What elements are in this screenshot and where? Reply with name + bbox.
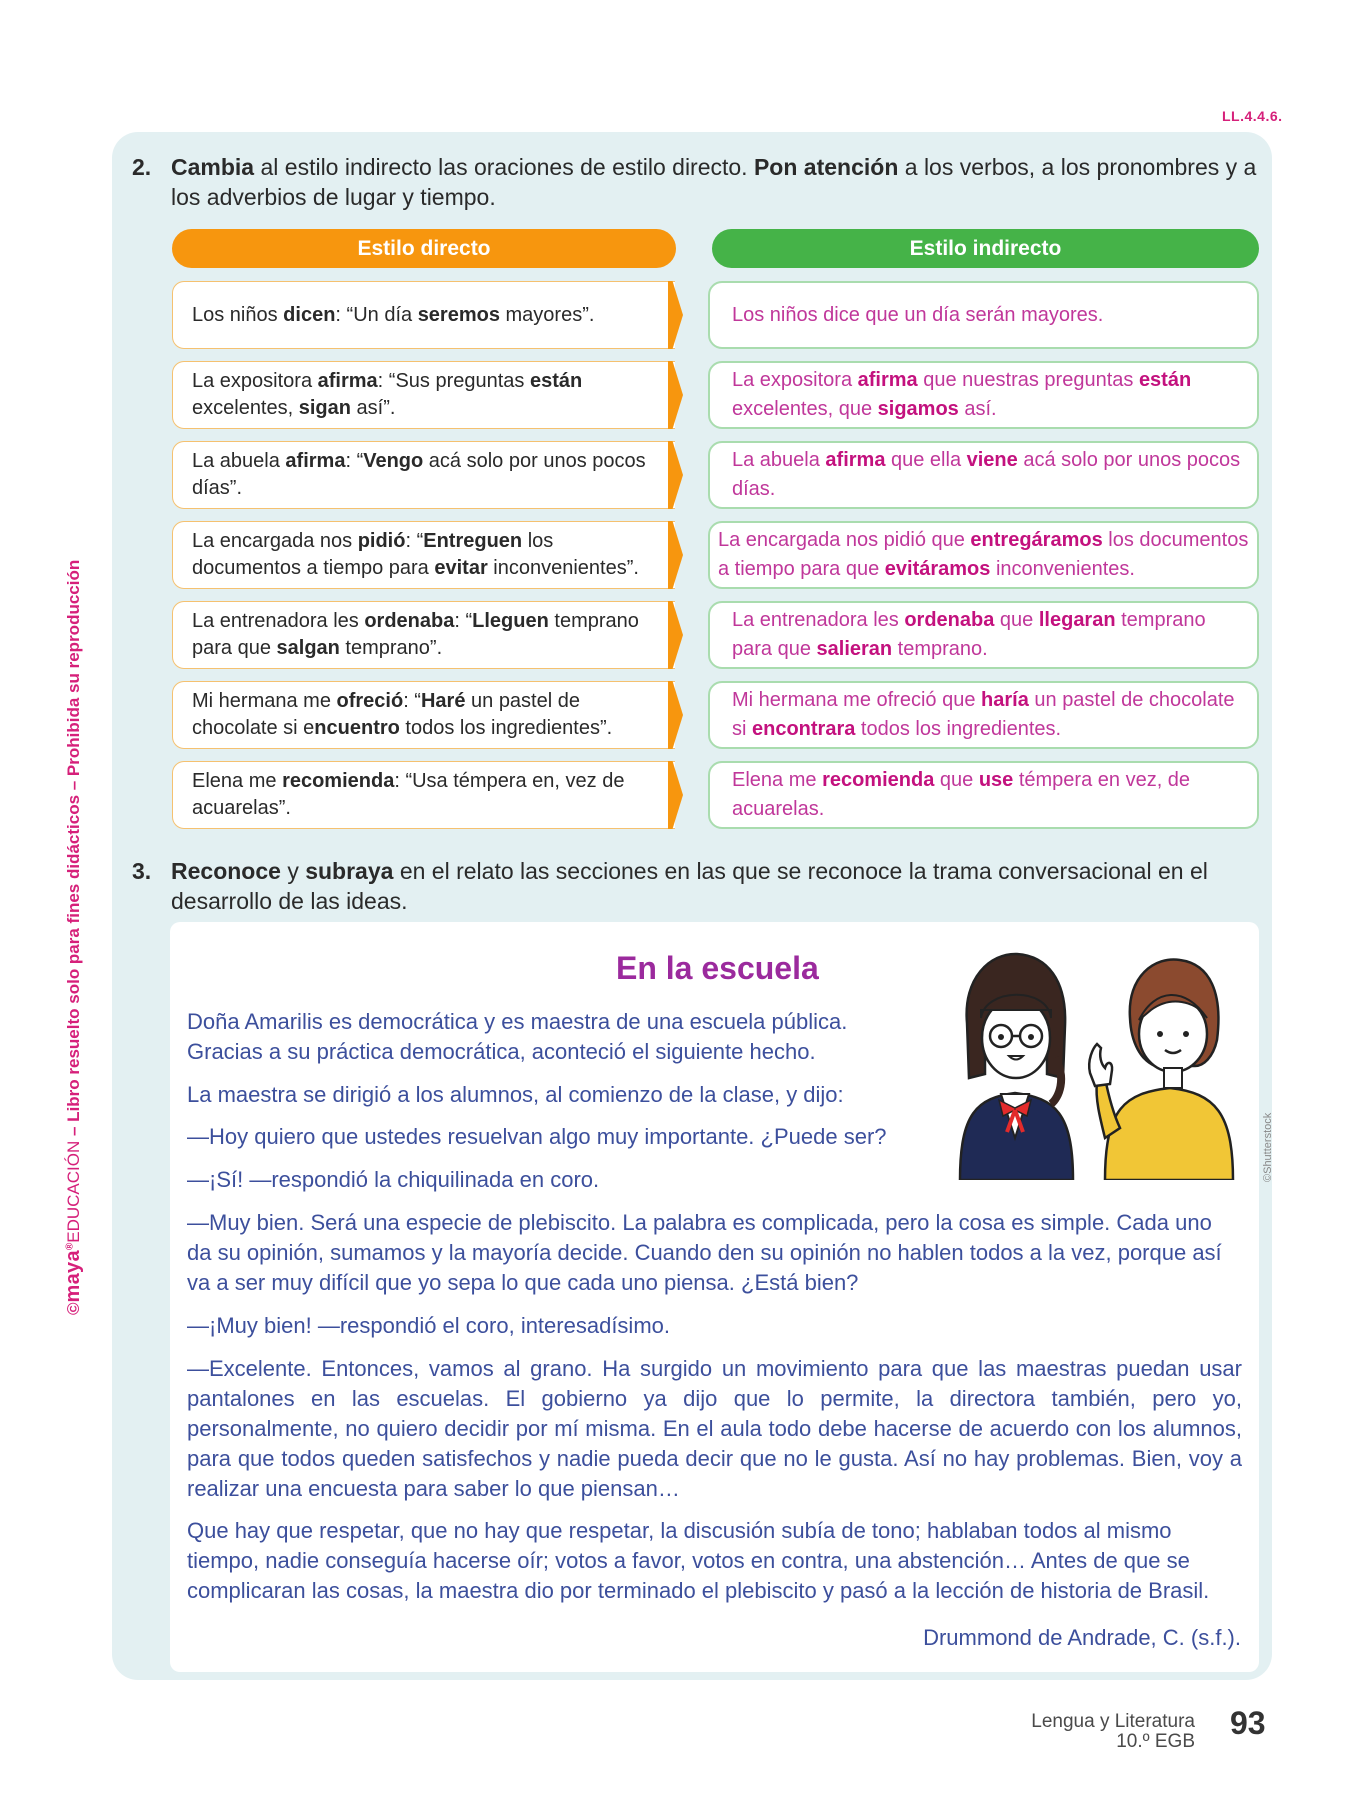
row-text: que [934, 769, 979, 791]
row-keyword: ordenaba [364, 610, 455, 632]
row-keyword: afirma [825, 449, 886, 471]
row-text: inconvenientes”. [487, 557, 639, 579]
row-keyword: viene [966, 449, 1018, 471]
skill-code: LL.4.4.6. [1222, 108, 1283, 124]
row-text: así. [958, 398, 997, 420]
reading-paragraph: La maestra se dirigió a los alumnos, al comienzo de la clase, y dijo: [187, 1082, 844, 1107]
q3-verb-1: Reconoce [171, 858, 281, 884]
reading-paragraph: —Hoy quiero que ustedes resuelvan algo muy importante. ¿Puede ser? [187, 1124, 887, 1149]
row-text: Mi hermana me [192, 690, 337, 712]
brand-logo: maya [62, 1250, 84, 1303]
row-keyword: están [529, 370, 583, 392]
row-text: Los niños [192, 303, 284, 326]
row-text: La encargada nos [192, 530, 358, 552]
row-text: temprano para que [192, 610, 639, 659]
row-text: : “ [345, 450, 364, 472]
row-text: Los niños dice que un día serán mayores. [732, 303, 1104, 326]
indirect-style-answer [708, 281, 1259, 349]
students-illustration [955, 948, 1235, 1180]
reading-paragraph: —Excelente. Entonces, vamos al grano. Ha surgido un movimiento para que las maestras puedan usar pantalones en las escuelas. El gobierno ya dijo que lo permite, la directora también, pero yo, personalmente, no quiero decidir por mí misma. En el aula todo debe hacerse de acuerdo con los alumnos, para que todos queden satisfechos y nadie pueda decir que no le gusta. Así no hay problemas. Bien, voy a realizar una encuesta para saber lo que piensan… [187, 1356, 1242, 1501]
direct-style-sentence [172, 681, 675, 749]
page-number: 93 [1230, 1705, 1266, 1741]
indirect-style-header: Estilo indirecto [712, 229, 1259, 268]
row-keyword: ofreció [336, 690, 404, 712]
reading-title: En la escuela [616, 950, 819, 986]
row-text: Elena me [732, 769, 823, 791]
row-text: que [994, 609, 1039, 631]
row-text: los documentos a tiempo para que [718, 529, 1249, 580]
direct-style-sentence [172, 361, 675, 429]
question-2 [132, 152, 1272, 214]
footer-subject [1031, 1712, 1195, 1752]
row-text: La abuela [732, 449, 826, 471]
row-keyword: sigamos [877, 398, 959, 420]
direct-style-sentence [172, 601, 675, 669]
row-text: La entrenadora les [732, 609, 905, 631]
notice-text: – Libro resuelto solo para fines didácticos – Prohibida su reproducción [64, 559, 83, 1141]
indirect-style-answer [708, 601, 1259, 669]
direct-style-sentence [172, 441, 675, 509]
indirect-style-answer [708, 681, 1259, 749]
row-text: : “Un día [335, 303, 418, 326]
row-text: Mi hermana me ofreció que [732, 689, 982, 711]
sidebar-copyright-notice [62, 475, 85, 1315]
question-number: 3. [132, 858, 152, 884]
row-text: mayores”. [499, 303, 595, 326]
row-text: un pastel de chocolate si e [192, 690, 580, 739]
reading-paragraph: —Muy bien. Será una especie de plebiscito. La palabra es complicada, pero la cosa es simple. Cada uno da su opinión, sumamos y la mayoría decide. Cuando den su opinión no hablen todos a la vez, porque así va a ser muy difícil que yo sepa lo que cada uno piensa. ¿Está bien? [187, 1210, 1222, 1295]
row-text: témpera en vez, de acuarelas. [732, 769, 1191, 820]
row-keyword: use [978, 769, 1014, 791]
row-keyword: Lleguen [472, 610, 549, 632]
row-keyword: afirma [285, 450, 346, 472]
subject-name: Lengua y Literatura [1031, 1711, 1195, 1732]
image-credit: ©Shutterstock [1262, 1112, 1274, 1182]
row-keyword: evitar [434, 557, 488, 579]
question-number: 2. [132, 154, 152, 180]
direct-style-sentence [172, 521, 675, 589]
q2-verb-2: Pon atención [753, 154, 899, 180]
row-text: temprano para que [732, 609, 1206, 660]
row-text: todos los ingredientes. [855, 718, 1062, 740]
row-text: los documentos a tiempo para [192, 530, 554, 579]
row-keyword: recomienda [822, 769, 935, 791]
row-keyword: haría [981, 689, 1029, 711]
row-text: : “Sus preguntas [377, 370, 530, 392]
row-text: Elena me [192, 770, 283, 792]
copyright-symbol: © [64, 1302, 83, 1315]
row-text: La entrenadora les [192, 610, 365, 632]
row-keyword: salieran [816, 638, 893, 660]
row-text: que ella [885, 449, 967, 471]
question-text [171, 152, 1271, 212]
row-text: así”. [350, 397, 396, 419]
question-3 [132, 856, 1272, 918]
row-text: : “ [403, 690, 421, 712]
row-text: La encargada nos pidió que [718, 529, 971, 551]
row-text: todos los ingredientes”. [399, 717, 613, 739]
row-text: excelentes, [192, 397, 299, 419]
row-keyword: recomienda [282, 770, 395, 792]
row-text: : “Usa témpera en, vez de acuarelas”. [192, 770, 625, 819]
q3-verb-2: subraya [305, 858, 394, 884]
row-text: : “ [405, 530, 424, 552]
q2-text-2: a los verbos, a los pronombres y a los adverbios de lugar y tiempo. [171, 154, 1257, 210]
direct-style-sentence [172, 281, 675, 349]
registered-mark: ® [64, 1242, 76, 1251]
q3-text-2: en el relato las secciones en las que se reconoce la trama conversacional en el desarrollo de las ideas. [171, 858, 1208, 914]
row-keyword: dicen [283, 303, 336, 326]
reading-paragraph: Que hay que respetar, que no hay que respetar, la discusión subía de tono; hablaban todos al mismo tiempo, nadie conseguía hacerse oír; votos a favor, votos en contra, una abstención… Antes de que se complicaran las cosas, la maestra dio por terminado el plebiscito y pasó a la lección de historia de Brasil. [187, 1518, 1210, 1603]
row-keyword: Vengo [363, 450, 424, 472]
row-keyword: ncuentro [314, 717, 400, 739]
row-keyword: evitáramos [884, 558, 991, 580]
row-text: excelentes, que [732, 398, 878, 420]
row-keyword: Haré [420, 690, 466, 712]
question-text [171, 856, 1271, 916]
row-keyword: entregáramos [970, 529, 1103, 551]
row-text: La expositora [732, 369, 858, 391]
reading-paragraph: —¡Sí! —respondió la chiquilinada en coro. [187, 1167, 600, 1192]
reading-paragraph: Gracias a su práctica democrática, aconteció el siguiente hecho. [187, 1039, 816, 1064]
row-keyword: Entreguen [423, 530, 523, 552]
row-keyword: llegaran [1038, 609, 1116, 631]
row-keyword: ordenaba [904, 609, 995, 631]
direct-style-sentence [172, 761, 675, 829]
row-keyword: encontrara [752, 718, 856, 740]
reading-paragraph: Doña Amarilis es democrática y es maestra de una escuela pública. [187, 1009, 848, 1034]
row-text: acá solo por unos pocos días”. [192, 450, 646, 499]
row-text: La abuela [192, 450, 286, 472]
direct-style-header: Estilo directo [172, 229, 676, 268]
q3-text-1: y [280, 858, 306, 884]
row-text: que nuestras preguntas [917, 369, 1139, 391]
row-text: inconvenientes. [990, 558, 1135, 580]
row-keyword: están [1138, 369, 1192, 391]
q2-text-1: al estilo indirecto las oraciones de estilo directo. [254, 154, 754, 180]
row-text: acá solo por unos pocos días. [732, 449, 1241, 500]
indirect-style-answer [708, 441, 1259, 509]
row-keyword: salgan [276, 637, 340, 659]
row-text: un pastel de chocolate si [732, 689, 1235, 740]
brand-edu: EDUCACIÓN [64, 1140, 83, 1243]
row-text: La expositora [192, 370, 318, 392]
grade-level: 10.º EGB [1116, 1731, 1195, 1752]
row-keyword: sigan [298, 397, 351, 419]
row-text: temprano”. [339, 637, 443, 659]
row-keyword: afirma [857, 369, 918, 391]
indirect-style-answer [708, 761, 1259, 829]
row-keyword: afirma [317, 370, 378, 392]
citation: Drummond de Andrade, C. (s.f.). [923, 1625, 1241, 1650]
q2-verb-1: Cambia [171, 154, 255, 180]
row-keyword: pidió [357, 530, 406, 552]
row-keyword: seremos [417, 303, 500, 326]
indirect-style-answer [708, 521, 1259, 589]
row-text: temprano. [892, 638, 988, 660]
indirect-style-answer [708, 361, 1259, 429]
reading-paragraph: —¡Muy bien! —respondió el coro, interesadísimo. [187, 1313, 670, 1338]
row-text: : “ [454, 610, 473, 632]
